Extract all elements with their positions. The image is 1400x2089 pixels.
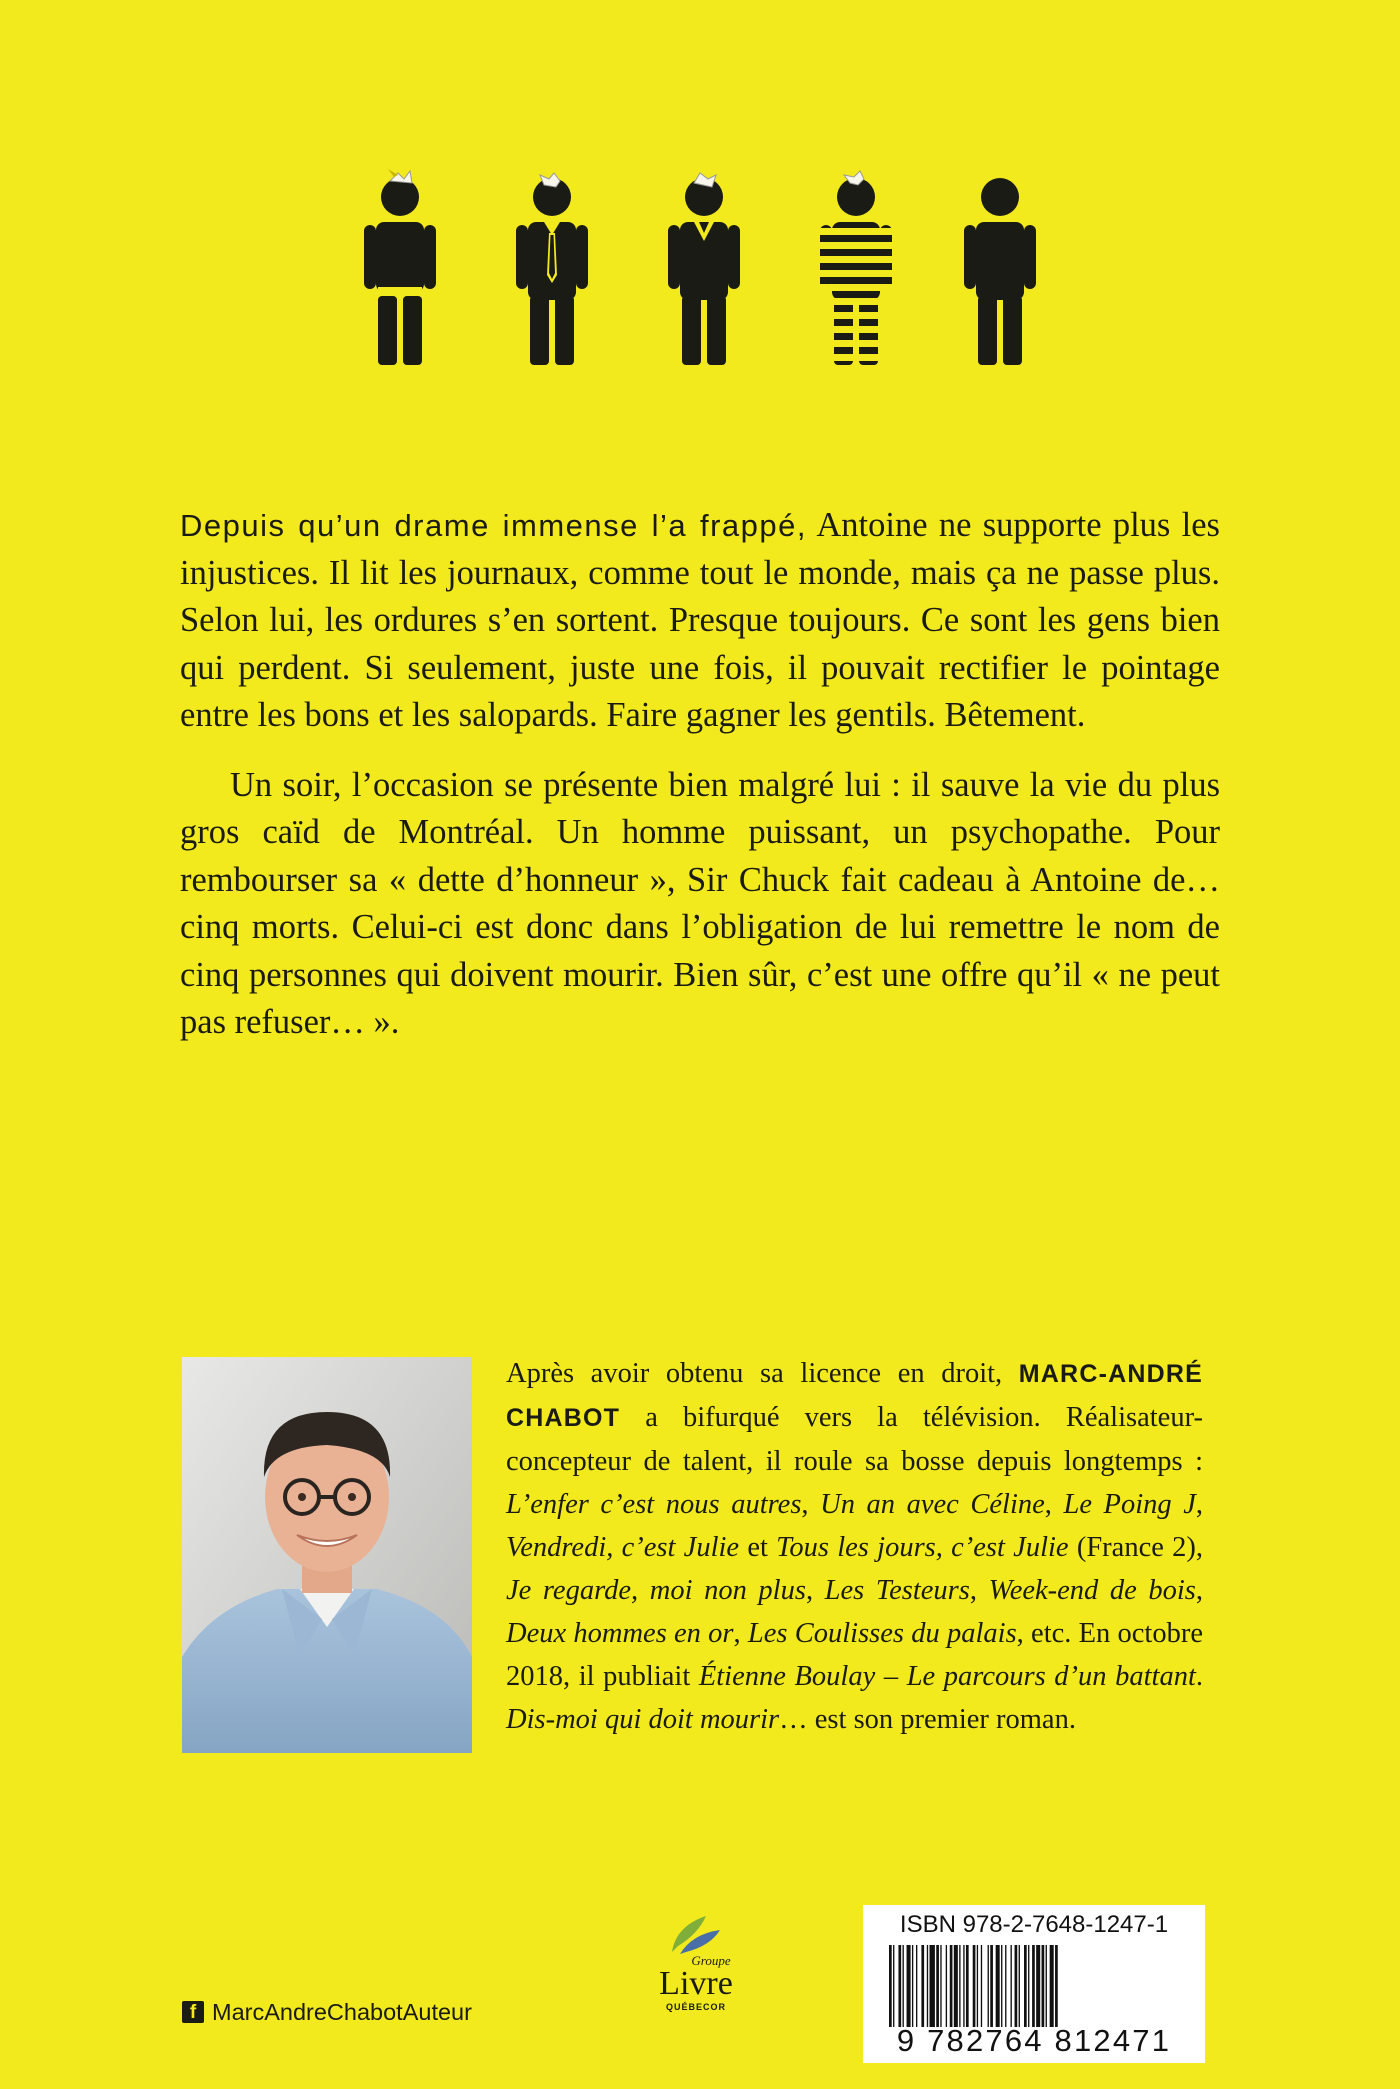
barcode-bar bbox=[973, 1945, 976, 2027]
leaf-icon bbox=[666, 1912, 726, 1956]
barcode-bar bbox=[1019, 1945, 1020, 2027]
barcode-bars bbox=[889, 1945, 1189, 2027]
book-title: Dis-moi qui doit mourir bbox=[506, 1704, 780, 1735]
barcode-bar bbox=[889, 1945, 892, 2027]
barcode-bar bbox=[950, 1945, 953, 2027]
bio-separator: , bbox=[805, 1575, 825, 1606]
barcode-bar bbox=[936, 1945, 939, 2027]
barcode-bar bbox=[898, 1945, 901, 2027]
author-bio bbox=[506, 1352, 1203, 1741]
barcode-bar bbox=[1050, 1945, 1054, 2027]
barcode-bar bbox=[1036, 1945, 1040, 2027]
bio-text: , etc. En octobre 2018, il publiait bbox=[506, 1618, 1203, 1692]
bio-separator: , bbox=[801, 1489, 821, 1520]
work-title: Deux hommes en or bbox=[506, 1618, 734, 1649]
work-title: Un an avec Céline bbox=[820, 1489, 1045, 1520]
barcode-bar bbox=[921, 1945, 924, 2027]
work-title: Je regarde, moi non plus bbox=[506, 1575, 806, 1606]
figure-casual-shot bbox=[364, 169, 436, 365]
barcode-bar bbox=[963, 1945, 964, 2027]
barcode-bar bbox=[1028, 1945, 1029, 2027]
barcode-bar bbox=[1032, 1945, 1035, 2027]
bio-text: Après avoir obtenu sa licence en droit, bbox=[506, 1358, 1019, 1389]
barcode-bar bbox=[996, 1945, 1000, 2027]
barcode-bar bbox=[954, 1945, 958, 2027]
work-title: Tous les jours, c’est Julie bbox=[776, 1532, 1069, 1563]
barcode-bar bbox=[1011, 1945, 1012, 2027]
figure-prisoner-shot bbox=[820, 171, 892, 365]
work-title: Vendredi, c’est Julie bbox=[506, 1532, 740, 1563]
bio-separator: , bbox=[1195, 1575, 1204, 1606]
barcode bbox=[863, 1905, 1205, 2063]
author-photo bbox=[182, 1357, 472, 1753]
barcode-bar bbox=[946, 1945, 947, 2027]
facebook-handle bbox=[182, 1997, 472, 2027]
barcode-bar bbox=[1042, 1945, 1045, 2027]
barcode-bar bbox=[940, 1945, 941, 2027]
barcode-bar bbox=[1005, 1945, 1006, 2027]
bio-separator: (France 2), bbox=[1068, 1532, 1203, 1563]
barcode-bar bbox=[988, 1945, 989, 2027]
barcode-bar bbox=[959, 1945, 960, 2027]
barcode-bar bbox=[1001, 1945, 1002, 2027]
work-title: L’enfer c’est nous autres bbox=[506, 1489, 802, 1520]
bio-text: a bifurqué vers la télévision. Réalisateur-concepteur de talent, il roule sa bosse depuis longtemps : bbox=[506, 1402, 1203, 1477]
bio-separator: et bbox=[739, 1532, 777, 1563]
barcode-bar bbox=[903, 1945, 904, 2027]
barcode-bar bbox=[916, 1945, 917, 2027]
bio-separator: , bbox=[969, 1575, 989, 1606]
synopsis-paragraph-1 bbox=[180, 502, 1220, 740]
publisher-logo bbox=[640, 1912, 752, 2032]
work-title: Les Testeurs bbox=[824, 1575, 970, 1606]
facebook-icon: f bbox=[182, 2001, 204, 2023]
work-title: Les Coulisses du palais bbox=[747, 1618, 1017, 1649]
bio-separator: , bbox=[1195, 1489, 1203, 1520]
barcode-bar bbox=[912, 1945, 913, 2027]
barcode-bar bbox=[907, 1945, 911, 2027]
work-title: Le Poing J bbox=[1063, 1489, 1196, 1520]
barcode-digits: 9 782764 812471 bbox=[896, 2023, 1172, 2058]
author-name: MARC-ANDRÉ CHABOT bbox=[506, 1360, 1203, 1432]
barcode-bar bbox=[966, 1945, 969, 2027]
synopsis-paragraph-2: Un soir, l’occasion se présente bien malgré lui : il sauve la vie du plus gros caïd de Montréal. Un homme puissant, un psychopathe. Pour rembourser sa « dette d’honneur », Sir Chuck fait cadeau à Antoine de… cinq morts. Celui-ci est donc dans l’obligation de lui remettre le nom de cinq personnes qui doivent mourir. Bien sûr, c’est une offre qu’il « ne peut pas refuser… ». bbox=[180, 765, 1220, 1041]
barcode-bar bbox=[990, 1945, 993, 2027]
synopsis-paragraph-1-text: Antoine ne supporte plus les injustices. Il lit les journaux, comme tout le monde, mais ça ne passe plus. Selon lui, les ordures s’en sortent. Presque toujours. Ce sont les gens bien qui perdent. Si seulement, juste une fois, il pouvait rectifier le pointage entre les bons et les salopards. Faire gagner les gentils. Bêtement. bbox=[180, 506, 1220, 734]
isbn: ISBN 978-2-7648-1247-1 bbox=[899, 1911, 1169, 1938]
bio-separator: , bbox=[733, 1618, 748, 1649]
previous-book-title: Étienne Boulay – Le parcours d’un battant bbox=[698, 1661, 1196, 1692]
barcode-bar bbox=[981, 1945, 982, 2027]
barcode-bar bbox=[1046, 1945, 1047, 2027]
synopsis bbox=[180, 502, 1220, 1047]
work-title: Week-end de bois bbox=[988, 1575, 1196, 1606]
bio-text: . bbox=[1195, 1661, 1203, 1692]
publisher-livre: Livre bbox=[659, 1965, 733, 2002]
figure-suit-shot bbox=[668, 173, 740, 365]
barcode-bar bbox=[930, 1945, 935, 2027]
publisher-groupe: Groupe bbox=[691, 1953, 731, 1968]
bio-text: … est son premier roman. bbox=[779, 1704, 1076, 1735]
barcode-bar bbox=[1015, 1945, 1018, 2027]
bio-separator: , bbox=[1044, 1489, 1064, 1520]
victim-figures-illustration bbox=[360, 165, 1040, 365]
barcode-bar bbox=[927, 1945, 928, 2027]
figure-suit-tie-shot bbox=[516, 173, 588, 365]
barcode-bar bbox=[1024, 1945, 1027, 2027]
figure-plain bbox=[964, 178, 1036, 365]
synopsis-lead-in: Depuis qu’un drame immense l’a frappé, bbox=[180, 508, 807, 543]
barcode-bar bbox=[893, 1945, 894, 2027]
barcode-bar bbox=[977, 1945, 978, 2027]
facebook-handle-text: MarcAndreChabotAuteur bbox=[212, 1998, 472, 2025]
publisher-quebecor: QUÉBECOR bbox=[665, 2002, 726, 2012]
barcode-bar bbox=[1055, 1945, 1058, 2027]
